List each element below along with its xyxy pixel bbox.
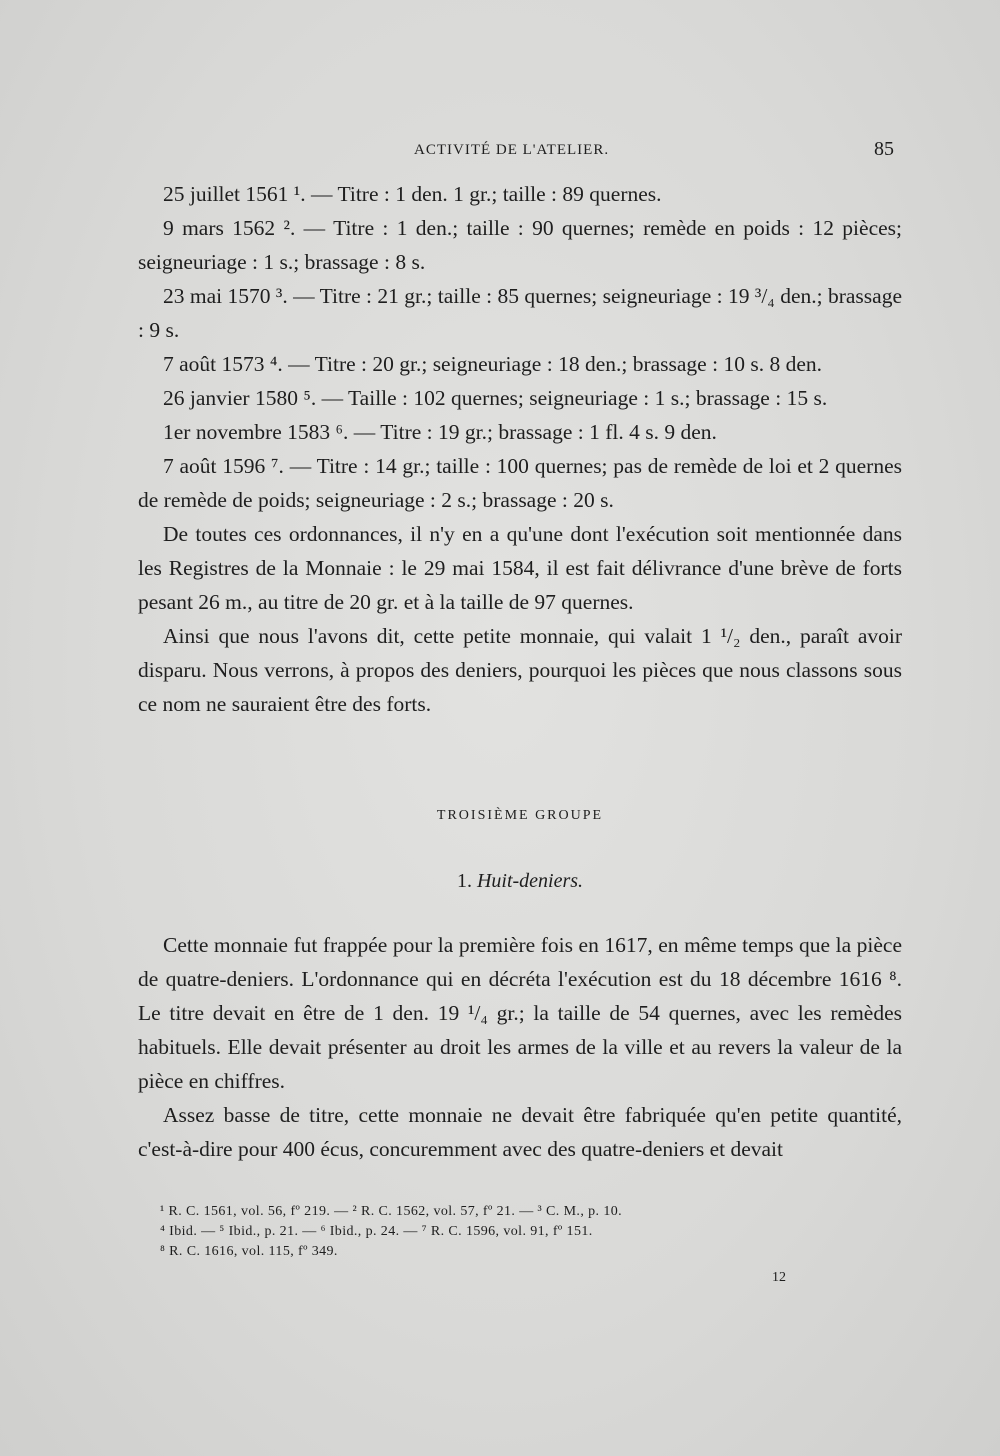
paragraph-execution: De toutes ces ordonnances, il n'y en a qu'une dont l'exécution soit mentionnée dans les Registres de la Monnaie : le 29 mai 1584, il est fait délivrance d'une brève de forts pesant 26 m., au titre de 20 gr. et à la taille de 97 quernes. bbox=[138, 522, 902, 614]
entry-1562: 9 mars 1562 ². — Titre : 1 den.; taille : 90 quernes; remède en poids : 12 pièces; seigneuriage : 1 s.; brassage : 8 s. bbox=[138, 216, 902, 274]
page-number: 85 bbox=[874, 138, 894, 160]
paragraph-low-title: Assez basse de titre, cette monnaie ne devait être fabriquée qu'en petite quantité, c'est-à-dire pour 400 écus, concuremment avec des quatre-deniers et devait bbox=[138, 1103, 902, 1161]
entry-1573: 7 août 1573 ⁴. — Titre : 20 gr.; seigneuriage : 18 den.; brassage : 10 s. 8 den. bbox=[163, 352, 822, 376]
entry-1583: 1er novembre 1583 ⁶. — Titre : 19 gr.; brassage : 1 fl. 4 s. 9 den. bbox=[163, 420, 717, 444]
running-head bbox=[138, 138, 898, 168]
subsection-name: Huit-deniers. bbox=[476, 870, 584, 892]
subsection-title bbox=[138, 870, 902, 893]
huit-deniers-text bbox=[138, 928, 902, 1166]
signature-mark: 12 bbox=[772, 1270, 786, 1285]
section-title: TROISIÈME GROUPE bbox=[436, 808, 604, 823]
footnote-line-3: ⁸ R. C. 1616, vol. 115, fº 349. bbox=[160, 1244, 338, 1259]
footnotes bbox=[160, 1202, 860, 1262]
footnote-line-1: ¹ R. C. 1561, vol. 56, fº 219. — ² R. C. 1562, vol. 57, fº 21. — ³ C. M., p. 10. bbox=[160, 1204, 623, 1219]
running-title: ACTIVITÉ DE L'ATELIER. bbox=[414, 142, 610, 158]
entry-1596: 7 août 1596 ⁷. — Titre : 14 gr.; taille : 100 quernes; pas de remède de loi et 2 quernes de remède de poids; seigneuriage : 2 s.; brassage : 20 s. bbox=[138, 454, 902, 512]
entry-1580: 26 janvier 1580 ⁵. — Taille : 102 quernes; seigneuriage : 1 s.; brassage : 15 s. bbox=[163, 386, 828, 410]
entry-1561: 25 juillet 1561 ¹. — Titre : 1 den. 1 gr.; taille : 89 quernes. bbox=[163, 182, 662, 206]
subsection-number: 1. bbox=[456, 870, 472, 892]
paragraph-first-struck: Cette monnaie fut frappée pour la première fois en 1617, en même temps que la pièce de quatre-deniers. L'ordonnance qui en décréta l'exécution est du 18 décembre 1616 ⁸. Le titre devait en être de 1 den. 19 ¹/₄ gr.; la taille de 54 quernes, avec les remèdes habituels. Elle devait présenter au droit les armes de la ville et au revers la valeur de la pièce en chiffres. bbox=[138, 933, 902, 1093]
paragraph-disappeared: Ainsi que nous l'avons dit, cette petite monnaie, qui valait 1 ¹/₂ den., paraît avoir disparu. Nous verrons, à propos des deniers, pourquoi les pièces que nous classons sous ce nom ne sauraient être des forts. bbox=[138, 624, 902, 716]
footnote-line-2: ⁴ Ibid. — ⁵ Ibid., p. 21. — ⁶ Ibid., p. 24. — ⁷ R. C. 1596, vol. 91, fº 151. bbox=[160, 1224, 593, 1239]
entry-1570: 23 mai 1570 ³. — Titre : 21 gr.; taille : 85 quernes; seigneuriage : 19 ³/₄ den.; brassage : 9 s. bbox=[138, 284, 902, 342]
ordinance-list bbox=[138, 177, 902, 721]
